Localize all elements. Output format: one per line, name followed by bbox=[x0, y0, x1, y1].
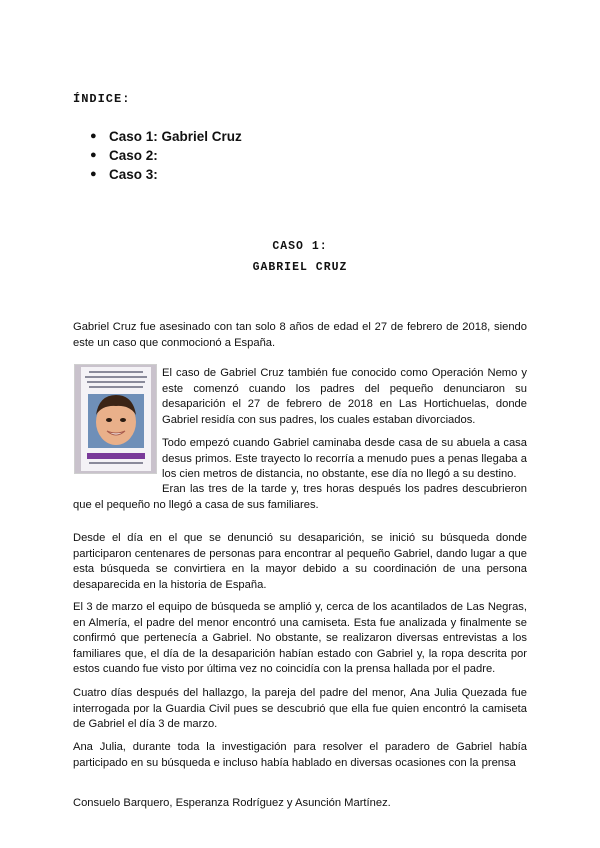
intro-paragraph: Gabriel Cruz fue asesinado con tan solo 8 años de edad el 27 de febrero de 2018, siendo este un caso que conmocionó a España. bbox=[73, 321, 527, 349]
footer-authors: Consuelo Barquero, Esperanza Rodríguez y Asunción Martínez. bbox=[73, 797, 391, 809]
index-title: ÍNDICE: bbox=[73, 92, 131, 106]
paragraph-tres-de-la-tarde: Eran las tres de la tarde y, tres horas después los padres descubrieron que el pequeño no llegó a casa de sus familiares. bbox=[73, 483, 527, 511]
index-item: ● Caso 3: bbox=[90, 165, 242, 184]
paragraph-ana-julia-prensa: Ana Julia, durante toda la investigación para resolver el paradero de Gabriel había participado en su búsqueda e incluso había hablado en diversas ocasiones con la prensa bbox=[73, 741, 527, 769]
missing-child-poster-image bbox=[74, 364, 157, 474]
paragraph-trayecto: Todo empezó cuando Gabriel caminaba desde casa de su abuela a casa desus primos. Este trayecto lo recorría a menudo pues a penas llegaba a los cien metros de distancia, no obstante, ese día no llegó a su destino. bbox=[162, 437, 527, 480]
case-subheading: GABRIEL CRUZ bbox=[252, 261, 348, 274]
paragraph-camiseta: El 3 de marzo el equipo de búsqueda se amplió y, cerca de los acantilados de Las Negras, en Almería, el padre del menor encontró una camiseta. Esta fue analizada y finalmente se confirmó que pertenecía a Gabriel. No obstante, se realizaron diversas entrevistas a los familiares que, el día de la desaparición habían estado con Gabriel y, la ropa descrita por estos cuando fue visto por última vez no coincidía con la prensa hallada por el padre. bbox=[73, 601, 527, 675]
paragraph-ana-julia-interrogada: Cuatro días después del hallazgo, la pareja del padre del menor, Ana Julia Quezada fue interrogada por la Guardia Civil pues se descubrió que ella fue quien encontró la camiseta de Gabriel el día 3 de marzo. bbox=[73, 687, 527, 730]
paragraph-busqueda: Desde el día en el que se denunció su desaparición, se inició su búsqueda donde participaron centenares de personas para encontrar al pequeño Gabriel, dando lugar a que esta búsqueda se convirtiera en la mayor debido a su coordinación de una persona desaparecida en la historia de España. bbox=[73, 532, 527, 591]
index-item: ● Caso 1: Gabriel Cruz bbox=[90, 127, 242, 146]
paragraph-operacion-nemo: El caso de Gabriel Cruz también fue conocido como Operación Nemo y este comenzó cuando los padres del pequeño denunciaron su desaparición el 27 de febrero de 2018 en Las Hortichuelas, donde Gabriel residía con sus padres, los cuales estaban divorciados. bbox=[162, 367, 527, 426]
index-item: ● Caso 2: bbox=[90, 146, 242, 165]
case-heading: CASO 1: bbox=[272, 240, 328, 253]
index-list bbox=[90, 127, 242, 184]
